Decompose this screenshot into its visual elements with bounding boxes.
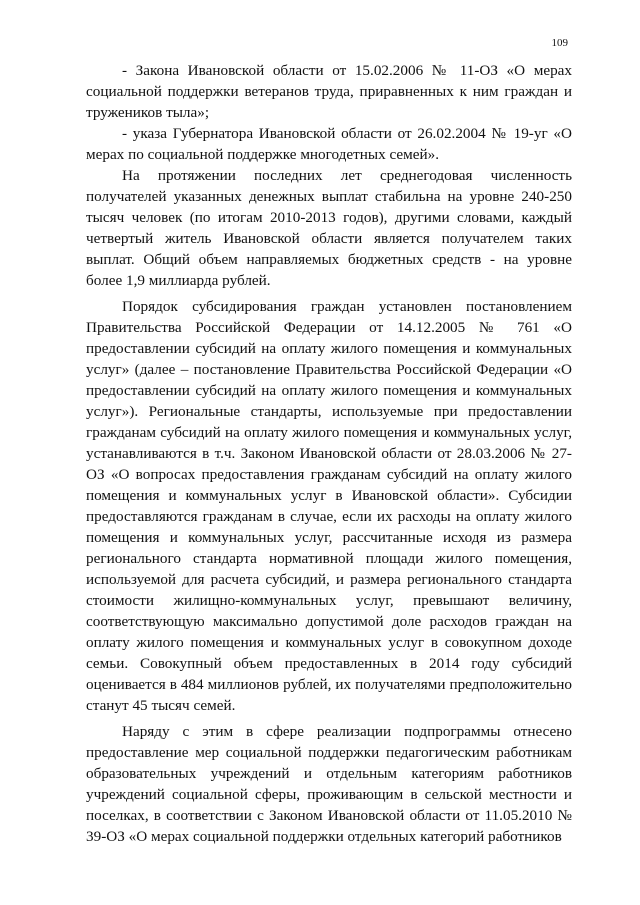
paragraph-law-veterans: - Закона Ивановской области от 15.02.2006 № 11-ОЗ «О мерах социальной поддержки ветеранов труда, приравненных к ним граждан и тружеников тыла»; [86,62,572,121]
page-number: 109 [551,37,568,49]
document-body [86,60,572,847]
paragraph-teacher-support: Наряду с этим в сфере реализации подпрограммы отнесено предоставление мер социальной поддержки педагогическим работникам образовательных учреждений и отдельным категориям работников учреждений социальной сферы, проживающим в сельской местности и поселках, в соответствии с Законом Ивановской области от 11.05.2010 № 39-ОЗ «О мерах социальной поддержки отдельных категорий работников [86,723,572,845]
paragraph-subsidy-procedure: Порядок субсидирования граждан установлен постановлением Правительства Российской Федерации от 14.12.2005 № 761 «О предоставлении субсидий на оплату жилого помещения и коммунальных услуг» (далее – постановление Правительства Российской Федерации «О предоставлении субсидий на оплату жилого помещения и коммунальных услуг»). Региональные стандарты, используемые при предоставлении гражданам субсидий на оплату жилого помещения и коммунальных услуг, устанавливаются в т.ч. Законом Ивановской области от 28.03.2006 № 27-ОЗ «О вопросах предоставления гражданам субсидий на оплату жилого помещения и коммунальных услуг в Ивановской области». Субсидии предоставляются гражданам в случае, если их расходы на оплату жилого помещения и коммунальных услуг, рассчитанные исходя из размера регионального стандарта нормативной площади жилого помещения, используемой для расчета субсидий, и размера регионального стандарта стоимости жилищно-коммунальных услуг, превышают величину, соответствующую максимально допустимой доле расходов граждан на оплату жилого помещения и коммунальных услуг в совокупном доходе семьи. Совокупный объем предоставленных в 2014 году субсидий оценивается в 484 миллионов рублей, их получателями предположительно станут 45 тысяч семей. [86,298,572,714]
paragraph-recipients-count: На протяжении последних лет среднегодовая численность получателей указанных денежных выплат стабильна на уровне 240-250 тысяч человек (по итогам 2010-2013 годов), другими словами, каждый четвертый житель Ивановской области является получателем таких выплат. Общий объем направляемых бюджетных средств - на уровне более 1,9 миллиарда рублей. [86,167,572,289]
paragraph-decree-large-families: - указа Губернатора Ивановской области от 26.02.2004 № 19-уг «О мерах по социальной поддержке многодетных семей». [86,125,572,163]
